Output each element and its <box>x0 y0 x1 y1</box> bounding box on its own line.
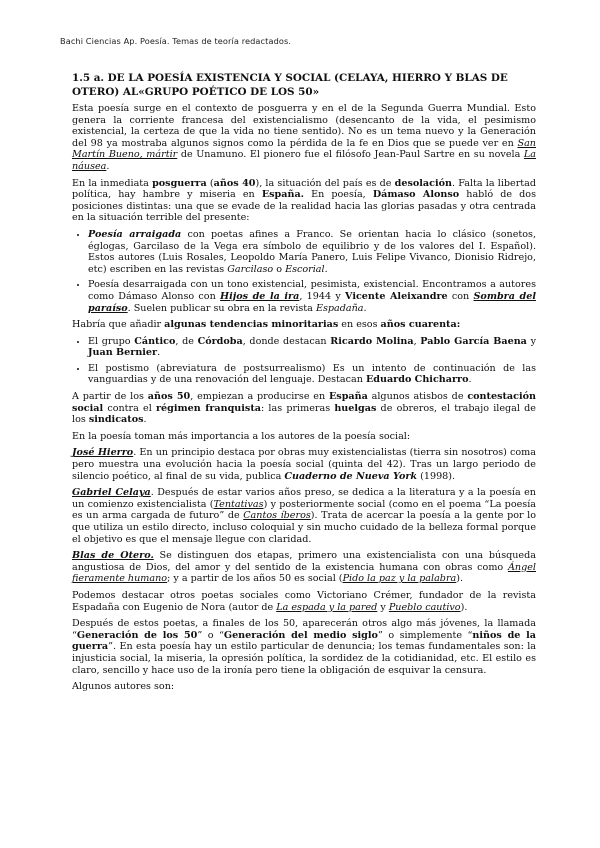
author-name: José Hierro <box>72 447 134 459</box>
list-minority-trends <box>72 336 536 386</box>
bold-term: huelgas <box>334 402 377 414</box>
work-title: La espada y la pared <box>276 601 378 613</box>
magazine-title: Espadaña <box>315 302 364 314</box>
paragraph-other-poets <box>72 590 536 613</box>
work-title: San Martín Bueno, mártir <box>72 137 536 161</box>
text: Habría que añadir <box>72 319 165 331</box>
text: . Falta la libertad política, hay hambre y miseria en <box>72 177 537 201</box>
bold-term: desolación <box>394 177 452 189</box>
text: . <box>468 374 472 386</box>
text: . <box>106 160 110 172</box>
bold-term: España <box>328 391 368 403</box>
work-title: Pido la paz y la palabra <box>342 573 457 585</box>
author-name: Blas de Otero. <box>72 550 154 562</box>
page-content <box>72 72 536 698</box>
text: , 1944 y <box>299 290 346 302</box>
author-name: Gabriel Celaya <box>72 487 151 499</box>
bold-term: Córdoba <box>197 335 243 347</box>
paragraph-minority-trends <box>72 319 536 331</box>
list-item <box>88 229 536 275</box>
text: . Después de estar varios años preso, se dedica a la literatura y a la poesía en un comienzo existencialista ( <box>72 487 536 510</box>
work-title: Pueblo cautivo <box>388 601 461 613</box>
text: Se distinguen dos etapas, primero una existencialista con una búsqueda angustiosa de Dios, del amor y del sentido de la existencia humana con obras como <box>72 550 536 573</box>
work-title: Tentativas <box>213 498 264 510</box>
text: . En un principio destaca por obras muy existencialistas (tierra sin nosotros) coma pero muestra una evolución hacia la poesía social (quinta del 42). Tras un largo periodo de silencio poético, al final de su vida, publica <box>72 447 537 482</box>
text: . <box>324 263 328 275</box>
bold-term: Eduardo Chicharro <box>365 374 469 386</box>
bold-term: Generación de los 50 <box>76 629 198 641</box>
work-title: La náusea <box>72 149 536 172</box>
text: con <box>447 290 474 302</box>
text: En poesía, <box>304 189 373 201</box>
paragraph-existentialism <box>72 103 536 173</box>
magazine-title: Garcilaso <box>227 263 274 275</box>
bold-term: años 40 <box>213 177 256 189</box>
text: ( <box>206 177 214 189</box>
text: ). Trata de acercar la poesía a la gente por lo que utiliza un estilo directo, incluso coloquial y sin mucho cuidado de la belleza formal porque el objetivo es que el mensaje llegue con claridad. <box>72 510 536 545</box>
paragraph-posguerra <box>72 178 536 224</box>
bold-term: Vicente Aleixandre <box>345 290 448 302</box>
work-title: Ángel fieramente humano <box>72 561 536 585</box>
text: Después de estos poetas, a finales de los 50, aparecerán otros algo más jóvenes, la llamada “ <box>72 618 536 641</box>
text: . Suelen publicar su obra en la revista <box>127 302 316 314</box>
paragraph-blas-de-otero <box>72 550 536 585</box>
bold-term: niños de la guerra <box>72 629 537 653</box>
work-title: Cuaderno de Nueva York <box>284 470 418 482</box>
bold-term: algunas tendencias minoritarias <box>164 319 339 331</box>
text: El grupo <box>88 335 135 347</box>
text: habló de dos posiciones distintas: una que se evade de la realidad hacia las glorias pasadas y otra centrada en la situación terrible del presente: <box>72 189 537 224</box>
paragraph-some-authors: Algunos autores son: <box>72 681 175 693</box>
work-title: Hijos de la ira <box>220 290 300 302</box>
bold-term: años cuarenta: <box>380 319 461 331</box>
text: algunos atisbos de <box>367 391 468 403</box>
text: , empiezan a producirse en <box>190 391 329 403</box>
text: y <box>526 335 536 347</box>
bold-term: años 50 <box>147 391 191 403</box>
text: El postismo (abreviatura de postsurrealismo) Es un intento de continuación de las vanguardias y de una renovación del lenguaje. Destacan <box>88 362 536 386</box>
text: o <box>273 263 286 275</box>
text: ”. En esta poesía hay un estilo particular de denuncia; los temas fundamentales son: la injusticia social, la miseria, la opresión política, la sordidez de la cotidianidad, etc. El estilo es claro, sencillo y hace uso de la ironía pero tiene la obligación de esquivar la censura. <box>72 641 536 676</box>
text: : las primeras <box>260 402 335 414</box>
text: Esta poesía surge en el contexto de posguerra y en el de la Segunda Guerra Mundial. Esto genera la corriente francesa del existencialismo (desencanto de la vida, el pesimismo existencial, la certeza de que la vida no tiene sentido). No es un tema nuevo y la Generación del 98 ya mostraba algunos signos como la pérdida de la fe en Dios que se puede ver en <box>72 103 536 149</box>
text: , donde destacan <box>242 335 331 347</box>
text: ) y posteriormente social (como en el poema “La poesía es un arma cargada de futuro” de <box>72 498 536 522</box>
text: ). <box>456 573 464 585</box>
text: ” o simplemente “ <box>377 629 473 641</box>
text: de obreros, el trabajo ilegal de los <box>72 402 536 426</box>
work-title: Cantos íberos <box>243 510 311 522</box>
bold-term: Poesía arraigada <box>88 228 182 240</box>
list-item <box>88 363 536 386</box>
list-item <box>88 279 536 314</box>
bold-term: Cántico <box>134 335 176 347</box>
text: , de <box>175 335 198 347</box>
paragraph-generation-50 <box>72 618 536 676</box>
text: Poesía desarraigada con un tono existencial, pesimista, existencial. Encontramos a autores como Dámaso Alonso con <box>88 279 536 302</box>
text: . <box>157 347 161 359</box>
text: ), la situación del país es de <box>255 177 395 189</box>
paragraph-fifties <box>72 391 536 426</box>
text: contra el <box>103 402 156 414</box>
magazine-title: Escorial <box>285 263 325 275</box>
text: en esos <box>338 319 381 331</box>
text: A partir de los <box>72 391 148 403</box>
text: ” o “ <box>197 629 224 641</box>
bold-term: posguerra <box>152 177 207 189</box>
paragraph-gabriel-celaya <box>72 487 536 545</box>
list-item <box>88 336 536 359</box>
bold-term: Juan Bernier <box>88 347 158 359</box>
bold-term: Generación del medio siglo <box>223 629 378 641</box>
section-title: 1.5 a. DE LA POESÍA EXISTENCIA Y SOCIAL (CELAYA, HIERRO Y BLAS DE OTERO) AL«GRUPO POÉTICO DE LOS 50» <box>72 72 508 98</box>
bold-term: contestación social <box>72 391 536 414</box>
text: de Unamuno. El pionero fue el filósofo Jean-Paul Sartre en su novela <box>177 149 524 161</box>
bold-term: España. <box>261 189 304 201</box>
work-title: Sombra del paraíso <box>88 290 536 314</box>
text: con poetas afines a Franco. Se orientan hacia lo clásico (sonetos, églogas, Garcilaso de la Vega era símbolo de equilibrio y de los valores del I. Español). Estos autores (Luis Rosales, Leopoldo María Panero, Luis Felipe Vivanco, Dionisio Ridrejo, etc) escriben en las revistas <box>88 228 536 275</box>
text: , <box>413 335 421 347</box>
list-poetry-types <box>72 229 536 314</box>
running-header: Bachi Ciencias Ap. Poesía. Temas de teoría redactados. <box>60 36 292 46</box>
text: . <box>143 414 147 426</box>
text: Podemos destacar otros poetas sociales como Victoriano Crémer, fundador de la revista Espadaña con Eugenio de Nora (autor de <box>72 589 536 613</box>
text: ). <box>460 601 468 613</box>
bold-term: Ricardo Molina <box>330 335 414 347</box>
bold-term: sindicatos <box>88 414 144 426</box>
text: En la inmediata <box>72 177 153 189</box>
bold-term: Dámaso Alonso <box>372 189 460 201</box>
bold-term: Pablo García Baena <box>420 335 527 347</box>
paragraph-jose-hierro <box>72 447 536 482</box>
text: ; y a partir de los años 50 es social ( <box>167 573 343 585</box>
bold-term: régimen franquista <box>156 402 261 414</box>
text: . <box>363 302 367 314</box>
paragraph-social-poetry-intro: En la poesía toman más importancia a los autores de la poesía social: <box>72 430 411 442</box>
text: y <box>377 601 389 613</box>
text: (1998). <box>417 470 456 482</box>
